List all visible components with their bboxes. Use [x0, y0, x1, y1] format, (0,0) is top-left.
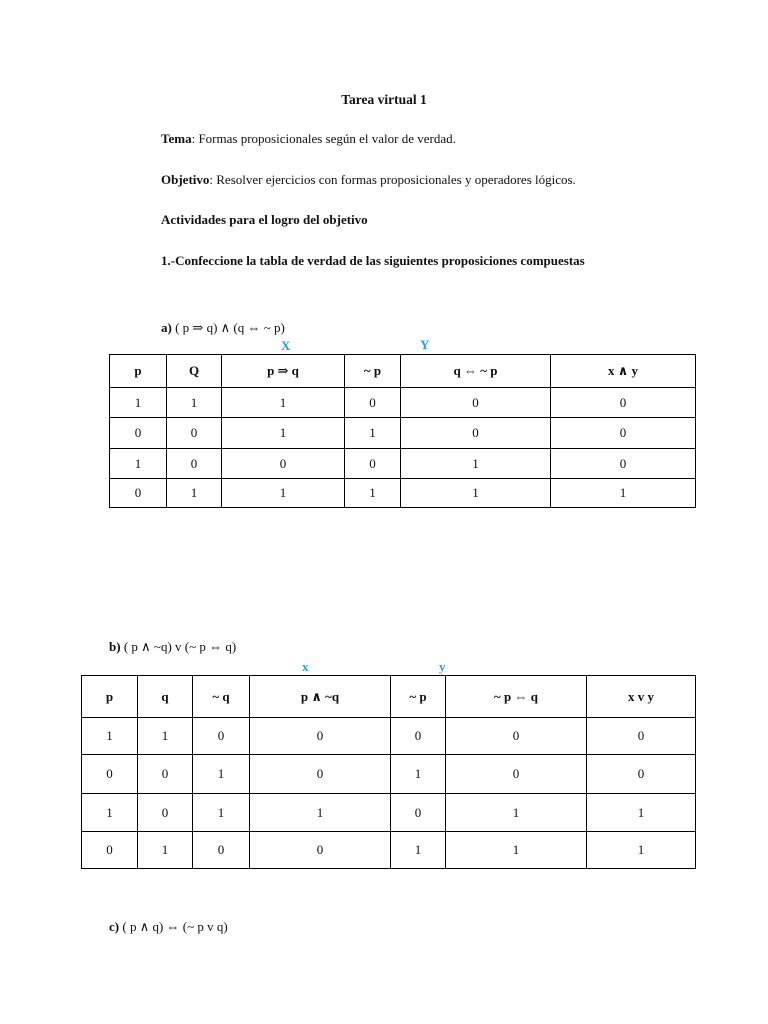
exercise-a-label: a)	[161, 320, 172, 335]
table-cell: 1	[222, 418, 345, 449]
table-row	[82, 755, 696, 794]
table-cell: 1	[222, 388, 345, 418]
exercise-c-formula: ( p ∧ q) ⇔ (~ p v q)	[119, 919, 228, 934]
table-cell: 1	[587, 794, 696, 832]
table-row	[82, 794, 696, 832]
table-cell: 1	[587, 832, 696, 869]
exercise-b-marker-x: x	[302, 659, 309, 674]
table-cell: 1	[167, 388, 222, 418]
table-cell: 1	[82, 794, 138, 832]
table-cell: 0	[193, 832, 250, 869]
exercise-b-expression	[109, 639, 236, 655]
truth-table-a	[109, 354, 696, 508]
table-cell: 0	[138, 755, 193, 794]
table-cell: 0	[391, 718, 446, 755]
header-cell: x ∧ y	[551, 355, 696, 388]
table-cell: 1	[82, 718, 138, 755]
table-cell: 0	[250, 755, 391, 794]
objetivo-line	[161, 172, 576, 188]
table-cell: 1	[110, 388, 167, 418]
header-cell: q ⇔ ~ p	[401, 355, 551, 388]
table-row	[110, 449, 696, 479]
table-row	[110, 479, 696, 508]
header-cell: p ∧ ~q	[250, 676, 391, 718]
exercise-a-formula: ( p ⇒ q) ∧ (q ⇔ ~ p)	[171, 320, 285, 335]
table-row	[82, 832, 696, 869]
exercise-c-label: c)	[109, 919, 120, 934]
table-cell: 0	[587, 718, 696, 755]
table-cell: 1	[391, 755, 446, 794]
table-cell: 1	[551, 479, 696, 508]
exercise-b-label: b)	[109, 639, 121, 654]
table-row	[82, 718, 696, 755]
table-cell: 1	[138, 832, 193, 869]
table-row	[110, 388, 696, 418]
header-cell: ~ q	[193, 676, 250, 718]
table-header-row	[110, 355, 696, 388]
objetivo-text: : Resolver ejercicios con formas proposicionales y operadores lógicos.	[209, 172, 576, 187]
table-cell: 0	[345, 449, 401, 479]
table-cell: 0	[551, 388, 696, 418]
header-cell: q	[138, 676, 193, 718]
tema-text: : Formas proposicionales según el valor de verdad.	[191, 131, 456, 146]
table-cell: 1	[193, 794, 250, 832]
table-cell: 0	[250, 718, 391, 755]
table-cell: 0	[551, 449, 696, 479]
table-cell: 0	[345, 388, 401, 418]
exercise-a-expression	[161, 320, 285, 336]
table-cell: 0	[401, 418, 551, 449]
header-cell: p	[82, 676, 138, 718]
table-cell: 1	[110, 449, 167, 479]
header-cell: ~ p	[391, 676, 446, 718]
table-cell: 1	[446, 794, 587, 832]
truth-table-b	[81, 675, 696, 869]
table-cell: 0	[446, 718, 587, 755]
table-cell: 0	[391, 794, 446, 832]
table-cell: 0	[167, 449, 222, 479]
table-cell: 0	[222, 449, 345, 479]
page-title: Tarea virtual 1	[341, 92, 427, 107]
table-cell: 0	[138, 794, 193, 832]
table-cell: 0	[167, 418, 222, 449]
table-cell: 1	[167, 479, 222, 508]
table-cell: 1	[193, 755, 250, 794]
table-cell: 1	[222, 479, 345, 508]
table-cell: 1	[391, 832, 446, 869]
objetivo-label: Objetivo	[161, 172, 210, 187]
header-cell: x v y	[587, 676, 696, 718]
table-cell: 1	[250, 794, 391, 832]
table-cell: 0	[587, 755, 696, 794]
table-cell: 1	[401, 449, 551, 479]
tema-line	[161, 131, 456, 147]
actividades-heading: Actividades para el logro del objetivo	[161, 212, 368, 227]
table-row	[110, 418, 696, 449]
header-cell: Q	[167, 355, 222, 388]
header-cell: ~ p ⇔ q	[446, 676, 587, 718]
table-cell: 0	[401, 388, 551, 418]
table-header-row	[82, 676, 696, 718]
exercise-a-marker-x: X	[281, 338, 291, 353]
table-cell: 0	[82, 755, 138, 794]
exercise-b-marker-y: y	[439, 659, 446, 674]
exercise-b-formula: ( p ∧ ~q) v (~ p ⇔ q)	[120, 639, 237, 654]
table-cell: 1	[345, 479, 401, 508]
tema-label: Tema	[161, 131, 192, 146]
table-cell: 0	[110, 418, 167, 449]
table-cell: 0	[551, 418, 696, 449]
table-cell: 0	[250, 832, 391, 869]
table-cell: 0	[110, 479, 167, 508]
table-cell: 0	[82, 832, 138, 869]
instruccion-heading: 1.-Confeccione la tabla de verdad de las siguientes proposiciones compuestas	[161, 253, 585, 268]
exercise-a-marker-y: Y	[420, 337, 430, 352]
table-cell: 1	[401, 479, 551, 508]
table-cell: 0	[193, 718, 250, 755]
exercise-c-expression	[109, 919, 228, 935]
table-cell: 1	[345, 418, 401, 449]
header-cell: p	[110, 355, 167, 388]
header-cell: p ⇒ q	[222, 355, 345, 388]
table-cell: 0	[446, 755, 587, 794]
table-cell: 1	[138, 718, 193, 755]
header-cell: ~ p	[345, 355, 401, 388]
table-cell: 1	[446, 832, 587, 869]
